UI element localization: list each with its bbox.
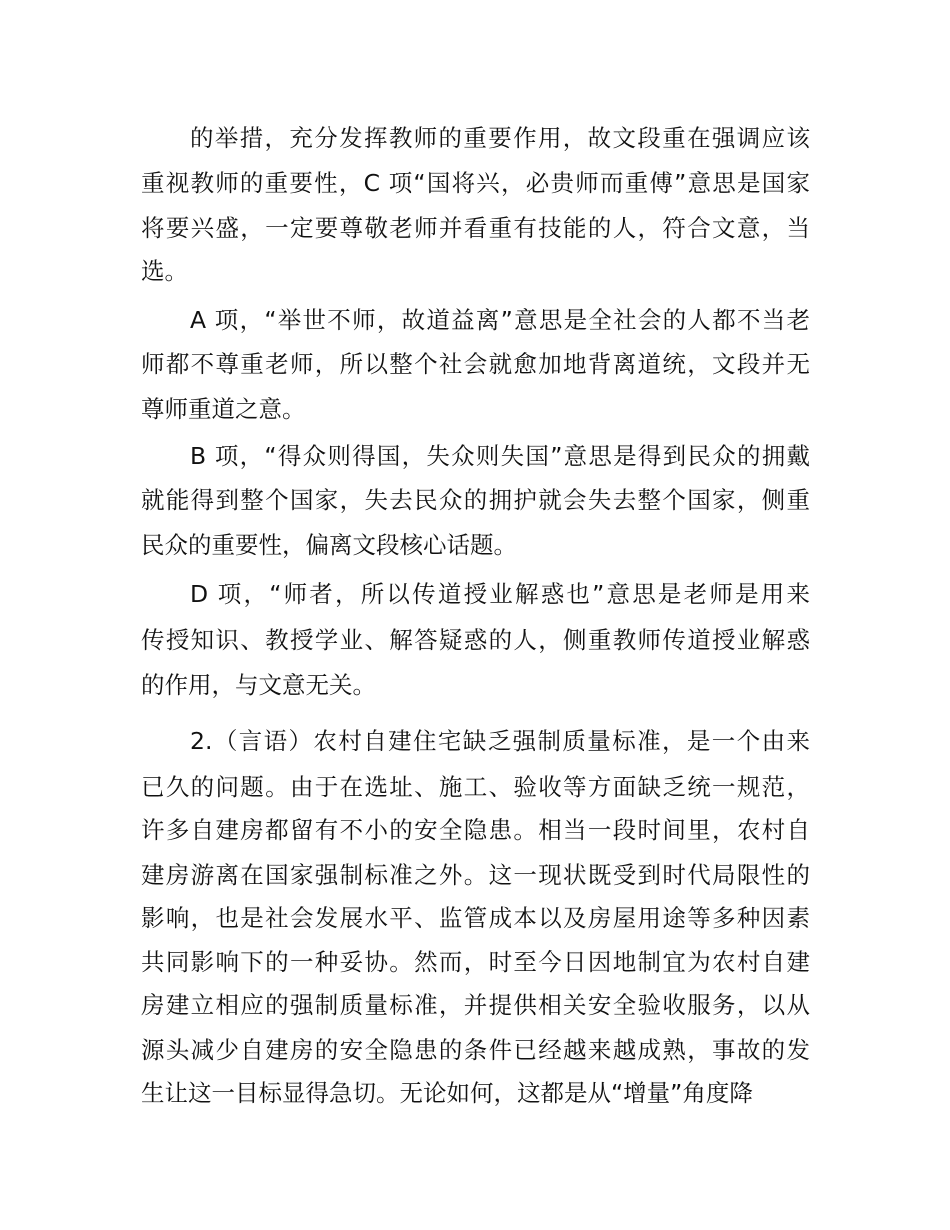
text-line: 源头减少自建房的安全隐患的条件已经越来越成熟，事故的发 bbox=[141, 1036, 810, 1064]
text-line: 民众的重要性，偏离文段核心话题。 bbox=[141, 531, 517, 559]
text-line: 将要兴盛，一定要尊敬老师并看重有技能的人，符合文意，当 bbox=[141, 214, 810, 242]
text-line: 2.（言语）农村自建住宅缺乏强制质量标准，是一个由来 bbox=[190, 727, 810, 755]
text-line: 共同影响下的一种妥协。然而，时至今日因地制宜为农村自建 bbox=[141, 948, 810, 976]
text-line: 许多自建房都留有不小的安全隐患。相当一段时间里，农村自 bbox=[141, 816, 810, 844]
text-line: 传授知识、教授学业、解答疑惑的人，侧重教师传道授业解惑 bbox=[141, 626, 810, 654]
text-line: 建房游离在国家强制标准之外。这一现状既受到时代局限性的 bbox=[141, 861, 810, 889]
text-line: 的举措，充分发挥教师的重要作用，故文段重在强调应该 bbox=[190, 124, 810, 152]
text-line: 生让这一目标显得急切。无论如何，这都是从“增量”角度降 bbox=[141, 1079, 753, 1107]
text-line: 选。 bbox=[141, 257, 188, 285]
text-line: 就能得到整个国家，失去民众的拥护就会失去整个国家，侧重 bbox=[141, 486, 810, 514]
text-line: 尊师重道之意。 bbox=[141, 395, 306, 423]
text-line: 师都不尊重老师，所以整个社会就愈加地背离道统，文段并无 bbox=[141, 350, 810, 378]
text-line: B 项，“得众则得国，失众则失国”意思是得到民众的拥戴 bbox=[190, 442, 810, 470]
text-line: 影响，也是社会发展水平、监管成本以及房屋用途等多种因素 bbox=[141, 904, 810, 932]
text-line: A 项，“举世不师，故道益离”意思是全社会的人都不当老 bbox=[190, 306, 810, 334]
text-line: 房建立相应的强制质量标准，并提供相关安全验收服务，以从 bbox=[141, 991, 810, 1019]
text-line: 的作用，与文意无关。 bbox=[141, 671, 376, 699]
text-line: 重视教师的重要性，C 项“国将兴，必贵师而重傅”意思是国家 bbox=[141, 169, 810, 197]
text-line: 已久的问题。由于在选址、施工、验收等方面缺乏统一规范， bbox=[141, 773, 810, 801]
text-line: D 项，“师者，所以传道授业解惑也”意思是老师是用来 bbox=[190, 580, 810, 608]
